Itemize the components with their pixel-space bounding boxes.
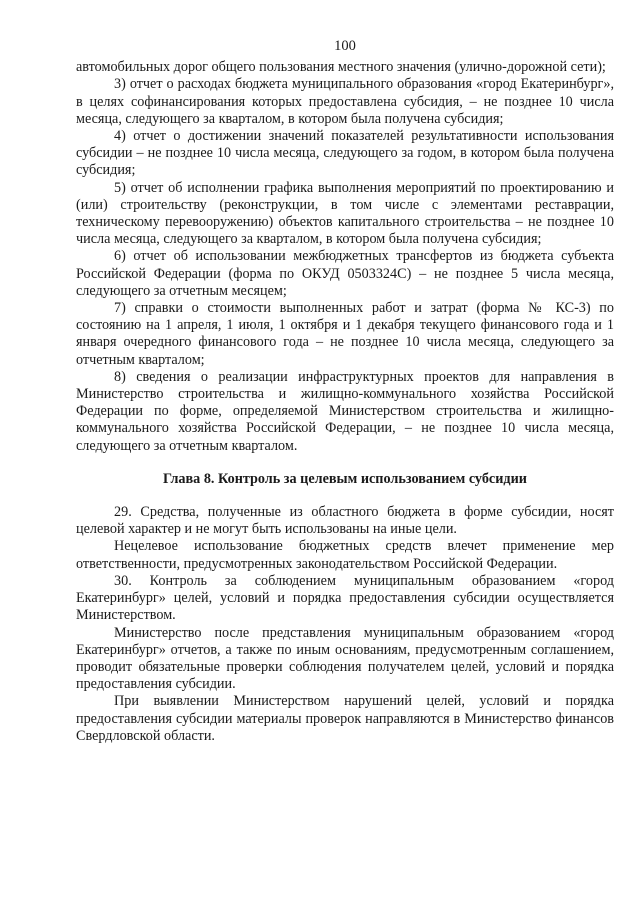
reports-list — [76, 59, 614, 455]
paragraph-violations: При выявлении Министерством нарушений целей, условий и порядка предоставления субсидии материалы проверок направляются в Министерство финансов Свердловской области. — [76, 693, 614, 744]
paragraph-misuse: Нецелевое использование бюджетных средств влечет применение мер ответственности, предусмотренных законодательством Российской Федерации. — [76, 538, 614, 572]
paragraph-ministry-checks: Министерство после представления муниципальным образованием «город Екатеринбург» отчетов, а также по иным основаниям, предусмотренным соглашением, проводит обязательные проверки соблюдения получателем целей, условий и порядка предоставления субсидии. — [76, 624, 614, 693]
paragraph-item-3: 3) отчет о расходах бюджета муниципального образования «город Екатеринбург», в целях софинансирования которых предоставлена субсидия, – не позднее 10 числа месяца, следующего за кварталом, в котором была получена субсидия; — [76, 76, 614, 127]
paragraph-item-4: 4) отчет о достижении значений показателей результативности использования субсидии – не позднее 10 числа месяца, следующего за годом, в котором была получена субсидия; — [76, 128, 614, 179]
chapter-heading: Глава 8. Контроль за целевым использованием субсидии — [163, 470, 527, 487]
document-page — [76, 38, 614, 745]
page-number: 100 — [334, 38, 356, 54]
paragraph-item-7: 7) справки о стоимости выполненных работ и затрат (форма № КС-3) по состоянию на 1 апреля, 1 июля, 1 октября и 1 декабря текущего финансового года и 1 января очередного финансового года – не позднее 10 числа месяца, следующего за отчетным кварталом; — [76, 300, 614, 368]
paragraph-item-6: 6) отчет об использовании межбюджетных трансфертов из бюджета субъекта Российской Федерации (форма по ОКУД 0503324С) – не позднее 5 числа месяца, следующего за отчетным месяцем; — [76, 248, 614, 299]
paragraph-29: 29. Средства, полученные из областного бюджета в форме субсидии, носят целевой характер и не могут быть использованы на иные цели. — [76, 504, 614, 538]
control-section — [76, 504, 614, 745]
paragraph-item-8: 8) сведения о реализации инфраструктурных проектов для направления в Министерство строительства и жилищно-коммунального хозяйства Российской Федерации по форме, определяемой Министерством строительства и жилищно-коммунального хозяйства Российской Федерации, – не позднее 10 числа месяца, следующего за отчетным кварталом. — [76, 368, 614, 454]
paragraph-road-network: автомобильных дорог общего пользования местного значения (улично-дорожной сети); — [76, 59, 606, 76]
paragraph-item-5: 5) отчет об исполнении графика выполнения мероприятий по проектированию и (или) строительству (реконструкции, в том числе с элементами реставрации, техническому перевооружению) объектов капитального строительства – не позднее 10 числа месяца, следующего за кварталом, в котором была получена субсидия; — [76, 179, 614, 248]
paragraph-30: 30. Контроль за соблюдением муниципальным образованием «город Екатеринбург» целей, условий и порядка предоставления субсидии осуществляется Министерством. — [76, 572, 614, 624]
